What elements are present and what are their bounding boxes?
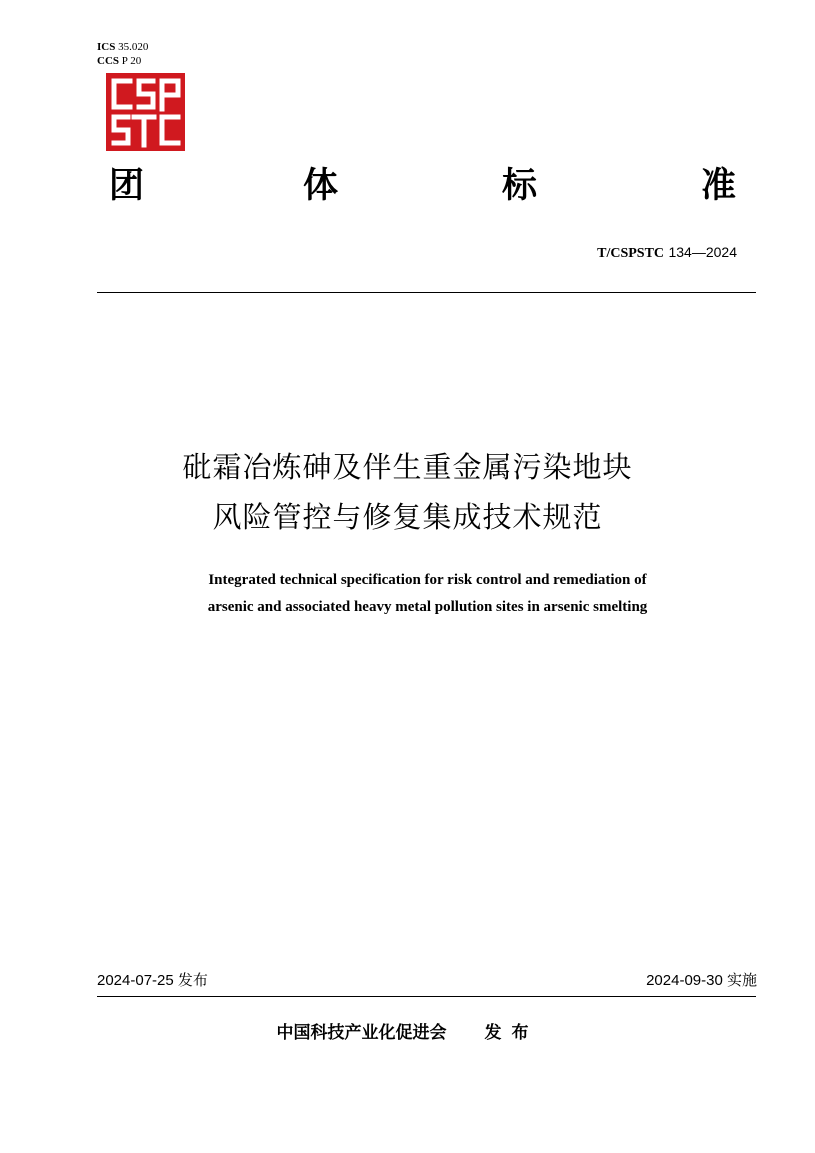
ccs-label: CCS <box>97 55 120 67</box>
standard-type-heading <box>97 164 745 208</box>
title-cn-line-2: 风险管控与修复集成技术规范 <box>212 500 603 534</box>
standard-type-char-3: 标 <box>502 166 538 206</box>
header-divider <box>97 292 756 293</box>
standard-code: T/CSPSTC <box>597 246 665 261</box>
ics-code <box>97 40 148 54</box>
ics-label: ICS <box>97 41 116 53</box>
title-en-line-1: Integrated technical specification for risk control and remediation of <box>208 572 647 588</box>
ics-value: 35.020 <box>118 41 149 53</box>
footer-divider <box>97 996 756 997</box>
standard-serial: 134—2024 <box>668 244 737 260</box>
implement-date: 2024-09-30 实施 <box>646 972 757 989</box>
issue-date: 2024-07-25 发布 <box>97 972 208 989</box>
classification-codes <box>97 40 148 68</box>
cspstc-logo <box>106 73 185 151</box>
standard-number <box>597 244 737 262</box>
standard-type-char-2: 体 <box>303 166 339 206</box>
standard-type-char-4: 准 <box>701 166 737 206</box>
standard-type-char-1: 团 <box>109 166 145 206</box>
ccs-value: P 20 <box>121 55 142 67</box>
ccs-code <box>97 54 148 68</box>
title-cn-line-1: 砒霜冶炼砷及伴生重金属污染地块 <box>182 450 633 484</box>
title-en-line-2: arsenic and associated heavy metal pollution sites in arsenic smelting <box>207 599 648 615</box>
publisher <box>0 1021 815 1045</box>
publisher-org: 中国科技产业化促进会 <box>276 1023 447 1043</box>
publisher-action: 发布 <box>484 1023 539 1043</box>
